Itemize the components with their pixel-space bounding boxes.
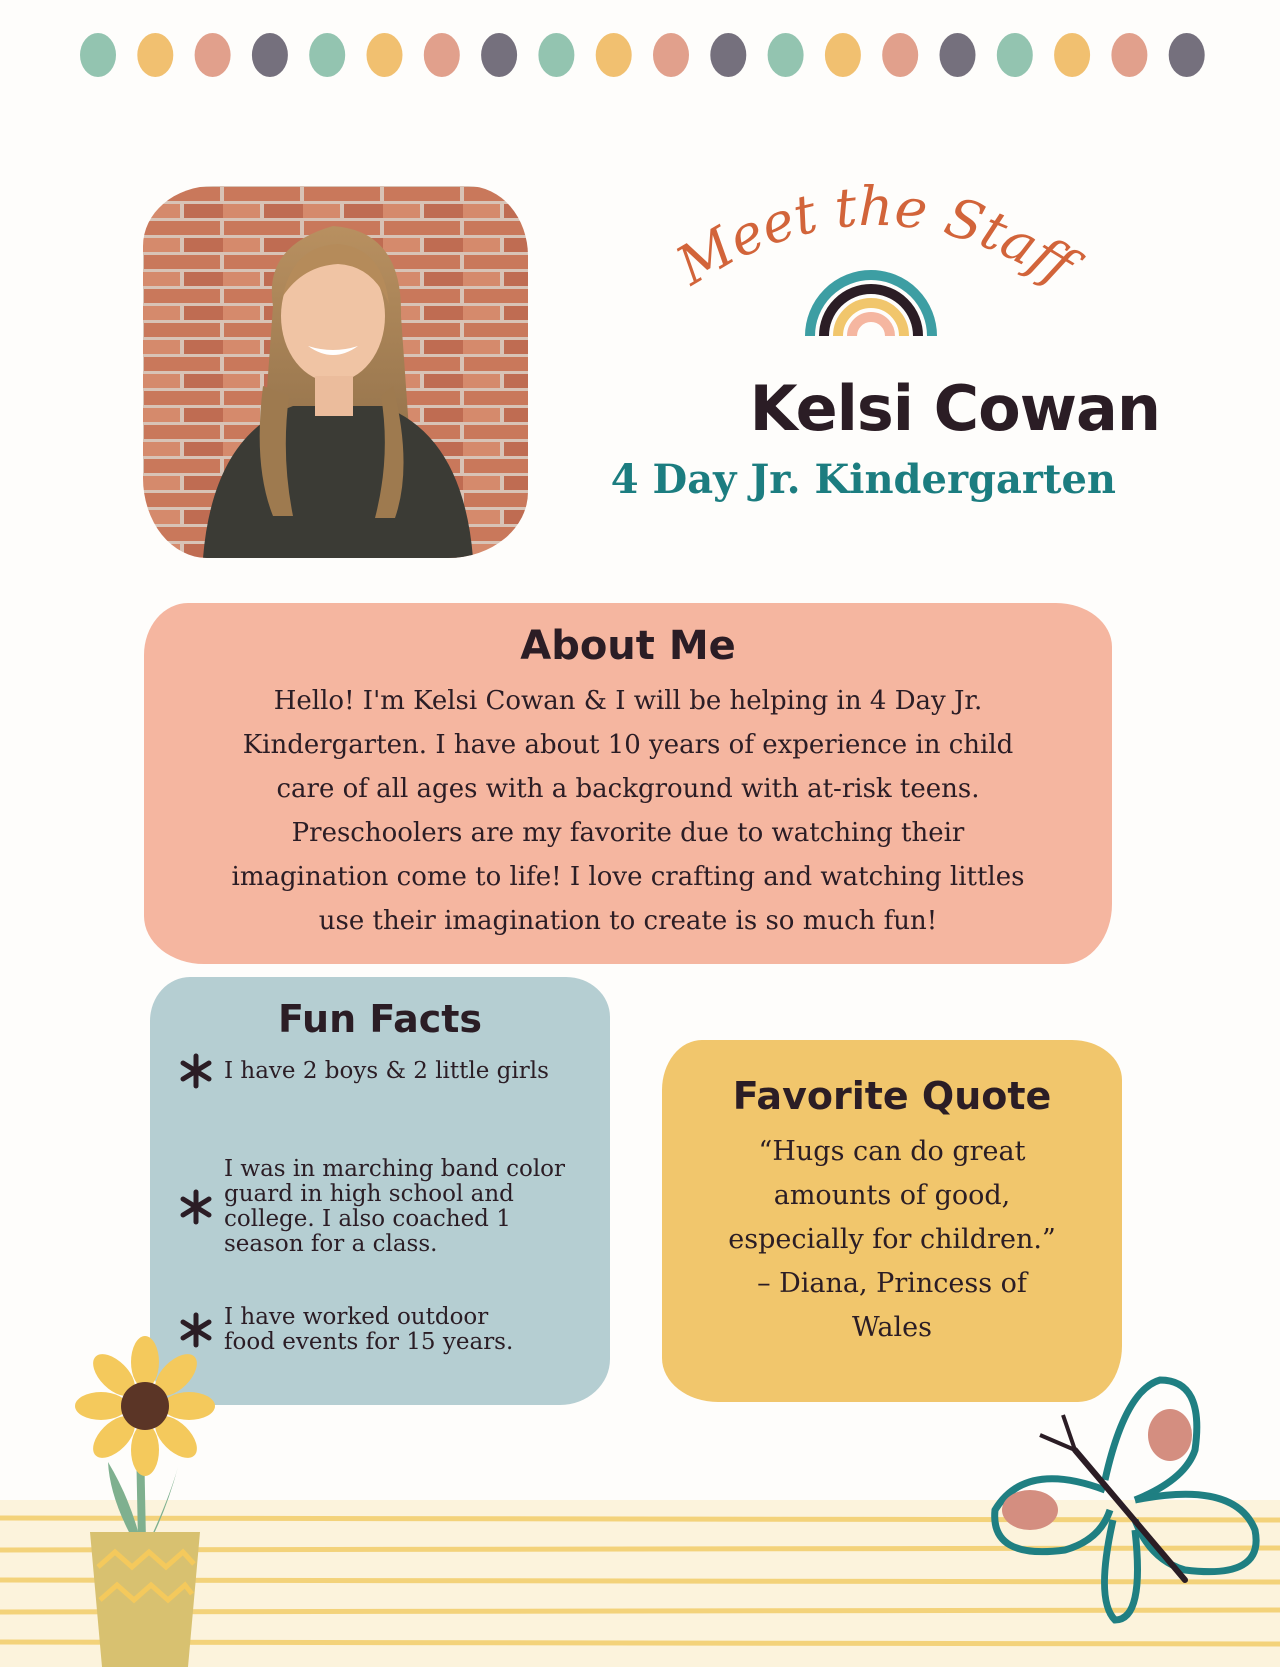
decorative-dot <box>1169 33 1205 77</box>
staff-photo <box>143 186 528 558</box>
rainbow-icon <box>800 256 942 342</box>
about-line: Hello! I'm Kelsi Cowan & I will be helping in 4 Day Jr. <box>273 686 983 716</box>
decorative-dot <box>1111 33 1147 77</box>
decorative-dot <box>80 33 116 77</box>
favorite-quote-card <box>662 1040 1122 1402</box>
about-line: Kindergarten. I have about 10 years of experience in child <box>242 730 1014 760</box>
decorative-dot <box>424 33 460 77</box>
fun-fact-item <box>178 1053 598 1089</box>
sunflower-pot-icon <box>70 1332 220 1667</box>
staff-role: 4 Day Jr. Kindergarten <box>610 456 1116 503</box>
decorative-dot <box>940 33 976 77</box>
decorative-dot <box>195 33 231 77</box>
svg-text:Meet the Staff: Meet the Staff <box>665 174 1085 298</box>
fun-fact-line: season for a class. <box>224 1231 438 1257</box>
decorative-dot <box>882 33 918 77</box>
decorative-dot <box>137 33 173 77</box>
fun-fact-item <box>178 1305 598 1355</box>
decorative-dot <box>997 33 1033 77</box>
about-line: Preschoolers are my favorite due to watching their <box>291 818 965 848</box>
decorative-dot <box>768 33 804 77</box>
fun-fact-line: college. I also coached 1 <box>224 1206 511 1232</box>
decorative-dot <box>825 33 861 77</box>
fun-fact-line: food events for 15 years. <box>224 1329 514 1355</box>
asterisk-icon <box>178 1053 214 1089</box>
decorative-dot <box>1054 33 1090 77</box>
decorative-dot <box>653 33 689 77</box>
about-me-title: About Me <box>520 623 736 669</box>
decorative-dot <box>596 33 632 77</box>
about-me-text <box>188 679 1068 943</box>
quote-line: amounts of good, <box>773 1180 1011 1211</box>
quote-line: – Diana, Princess of <box>757 1268 1027 1299</box>
decorative-dot <box>538 33 574 77</box>
decorative-dot-row <box>0 0 1280 110</box>
butterfly-icon <box>985 1370 1280 1660</box>
about-me-card <box>144 603 1112 964</box>
decorative-dot <box>309 33 345 77</box>
quote-line: Wales <box>852 1312 932 1343</box>
fun-fact-item <box>178 1157 598 1257</box>
staff-name: Kelsi Cowan <box>749 372 1160 445</box>
quote-line: especially for children.” <box>728 1224 1056 1255</box>
fun-fact-line: I have 2 boys & 2 little girls <box>224 1057 549 1084</box>
about-line: use their imagination to create is so much fun! <box>318 906 938 936</box>
decorative-dot <box>710 33 746 77</box>
fun-facts-title: Fun Facts <box>277 997 483 1041</box>
asterisk-icon <box>178 1189 214 1225</box>
quote-line: “Hugs can do great <box>758 1136 1026 1167</box>
fun-fact-line: I have worked outdoor <box>224 1304 489 1330</box>
decorative-dot <box>481 33 517 77</box>
fun-fact-line: guard in high school and <box>224 1181 514 1207</box>
decorative-dot <box>252 33 288 77</box>
favorite-quote-title: Favorite Quote <box>732 1074 1052 1118</box>
fun-fact-line: I was in marching band color <box>224 1156 566 1182</box>
decorative-dot <box>367 33 403 77</box>
about-line: care of all ages with a background with at-risk teens. <box>276 774 980 804</box>
about-line: imagination come to life! I love crafting and watching littles <box>231 862 1025 892</box>
